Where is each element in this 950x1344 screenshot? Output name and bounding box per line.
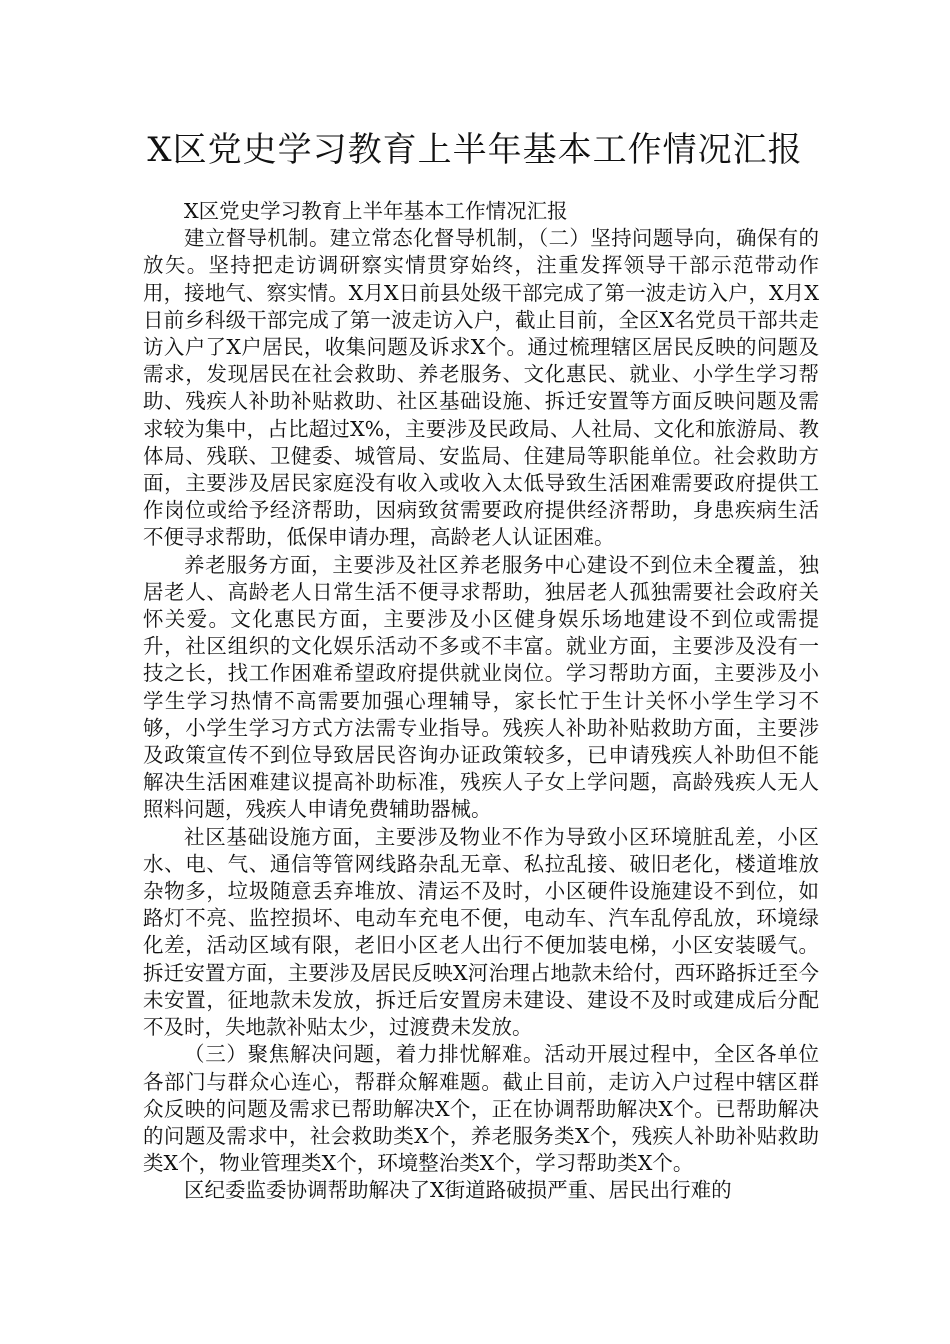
paragraph-problem-solving: （三）聚焦解决问题，着力排忧解难。活动开展过程中，全区各单位各部门与群众心连心，帮群众解难题。截止目前，走访入户过程中辖区群众反映的问题及需求已帮助解决X个，正在协调帮助解决X个。已帮助解决的问题及需求中，社会救助类X个，养老服务类X个，残疾人补助补贴救助类X个，物业管理类X个，环境整治类X个，学习帮助类X个。 [143,1042,819,1176]
paragraph-supervision: 建立督导机制。建立常态化督导机制，（二）坚持问题导向，确保有的放矢。坚持把走访调研察实情贯穿始终，注重发挥领导干部示范带动作用，接地气、察实情。X月X日前县处级干部完成了第一波走访入户，X月X日前乡科级干部完成了第一波走访入户，截止目前，全区X名党员干部共走访入户了X户居民，收集问题及诉求X个。通过梳理辖区居民反映的问题及需求，发现居民在社会救助、养老服务、文化惠民、就业、小学生学习帮助、残疾人补助补贴救助、社区基础设施、拆迁安置等方面反映问题及需求较为集中，占比超过X%，主要涉及民政局、人社局、文化和旅游局、教体局、残联、卫健委、城管局、安监局、住建局等职能单位。社会救助方面，主要涉及居民家庭没有收入或收入太低导致生活困难需要政府提供工作岗位或给予经济帮助，因病致贫需要政府提供经济帮助，身患疾病生活不便寻求帮助，低保申请办理，高龄老人认证困难。 [143,226,819,550]
paragraph-elderly-services: 养老服务方面，主要涉及社区养老服务中心建设不到位未全覆盖，独居老人、高龄老人日常生活不便寻求帮助，独居老人孤独需要社会政府关怀关爱。文化惠民方面，主要涉及小区健身娱乐场地建设不到位或需提升，社区组织的文化娱乐活动不多或不丰富。就业方面，主要涉及没有一技之长，找工作困难希望政府提供就业岗位。学习帮助方面，主要涉及小学生学习热情不高需要加强心理辅导，家长忙于生计关怀小学生学习不够，小学生学习方式方法需专业指导。残疾人补助补贴救助方面，主要涉及政策宣传不到位导致居民咨询办证政策较多，已申请残疾人补助但不能解决生活困难建议提高补助标准，残疾人子女上学问题，高龄残疾人无人照料问题，残疾人申请免费辅助器械。 [143,552,819,822]
document-body [143,198,819,1205]
paragraph-discipline-commission: 区纪委监委协调帮助解决了X街道路破损严重、居民出行难的 [184,1178,732,1203]
document-title: X区党史学习教育上半年基本工作情况汇报 [147,130,803,170]
paragraph-infrastructure: 社区基础设施方面，主要涉及物业不作为导致小区环境脏乱差，小区水、电、气、通信等管网线路杂乱无章、私拉乱接、破旧老化，楼道堆放杂物多，垃圾随意丢弃堆放、清运不及时，小区硬件设施建设不到位，如路灯不亮、监控损坏、电动车充电不便，电动车、汽车乱停乱放，环境绿化差，活动区域有限，老旧小区老人出行不便加装电梯，小区安装暖气。拆迁安置方面，主要涉及居民反映X河治理占地款未给付，西环路拆迁至今未安置，征地款未发放，拆迁后安置房未建设、建设不及时或建成后分配不及时，失地款补贴太少，过渡费未发放。 [143,824,819,1040]
paragraph-heading: X区党史学习教育上半年基本工作情况汇报 [184,199,568,223]
